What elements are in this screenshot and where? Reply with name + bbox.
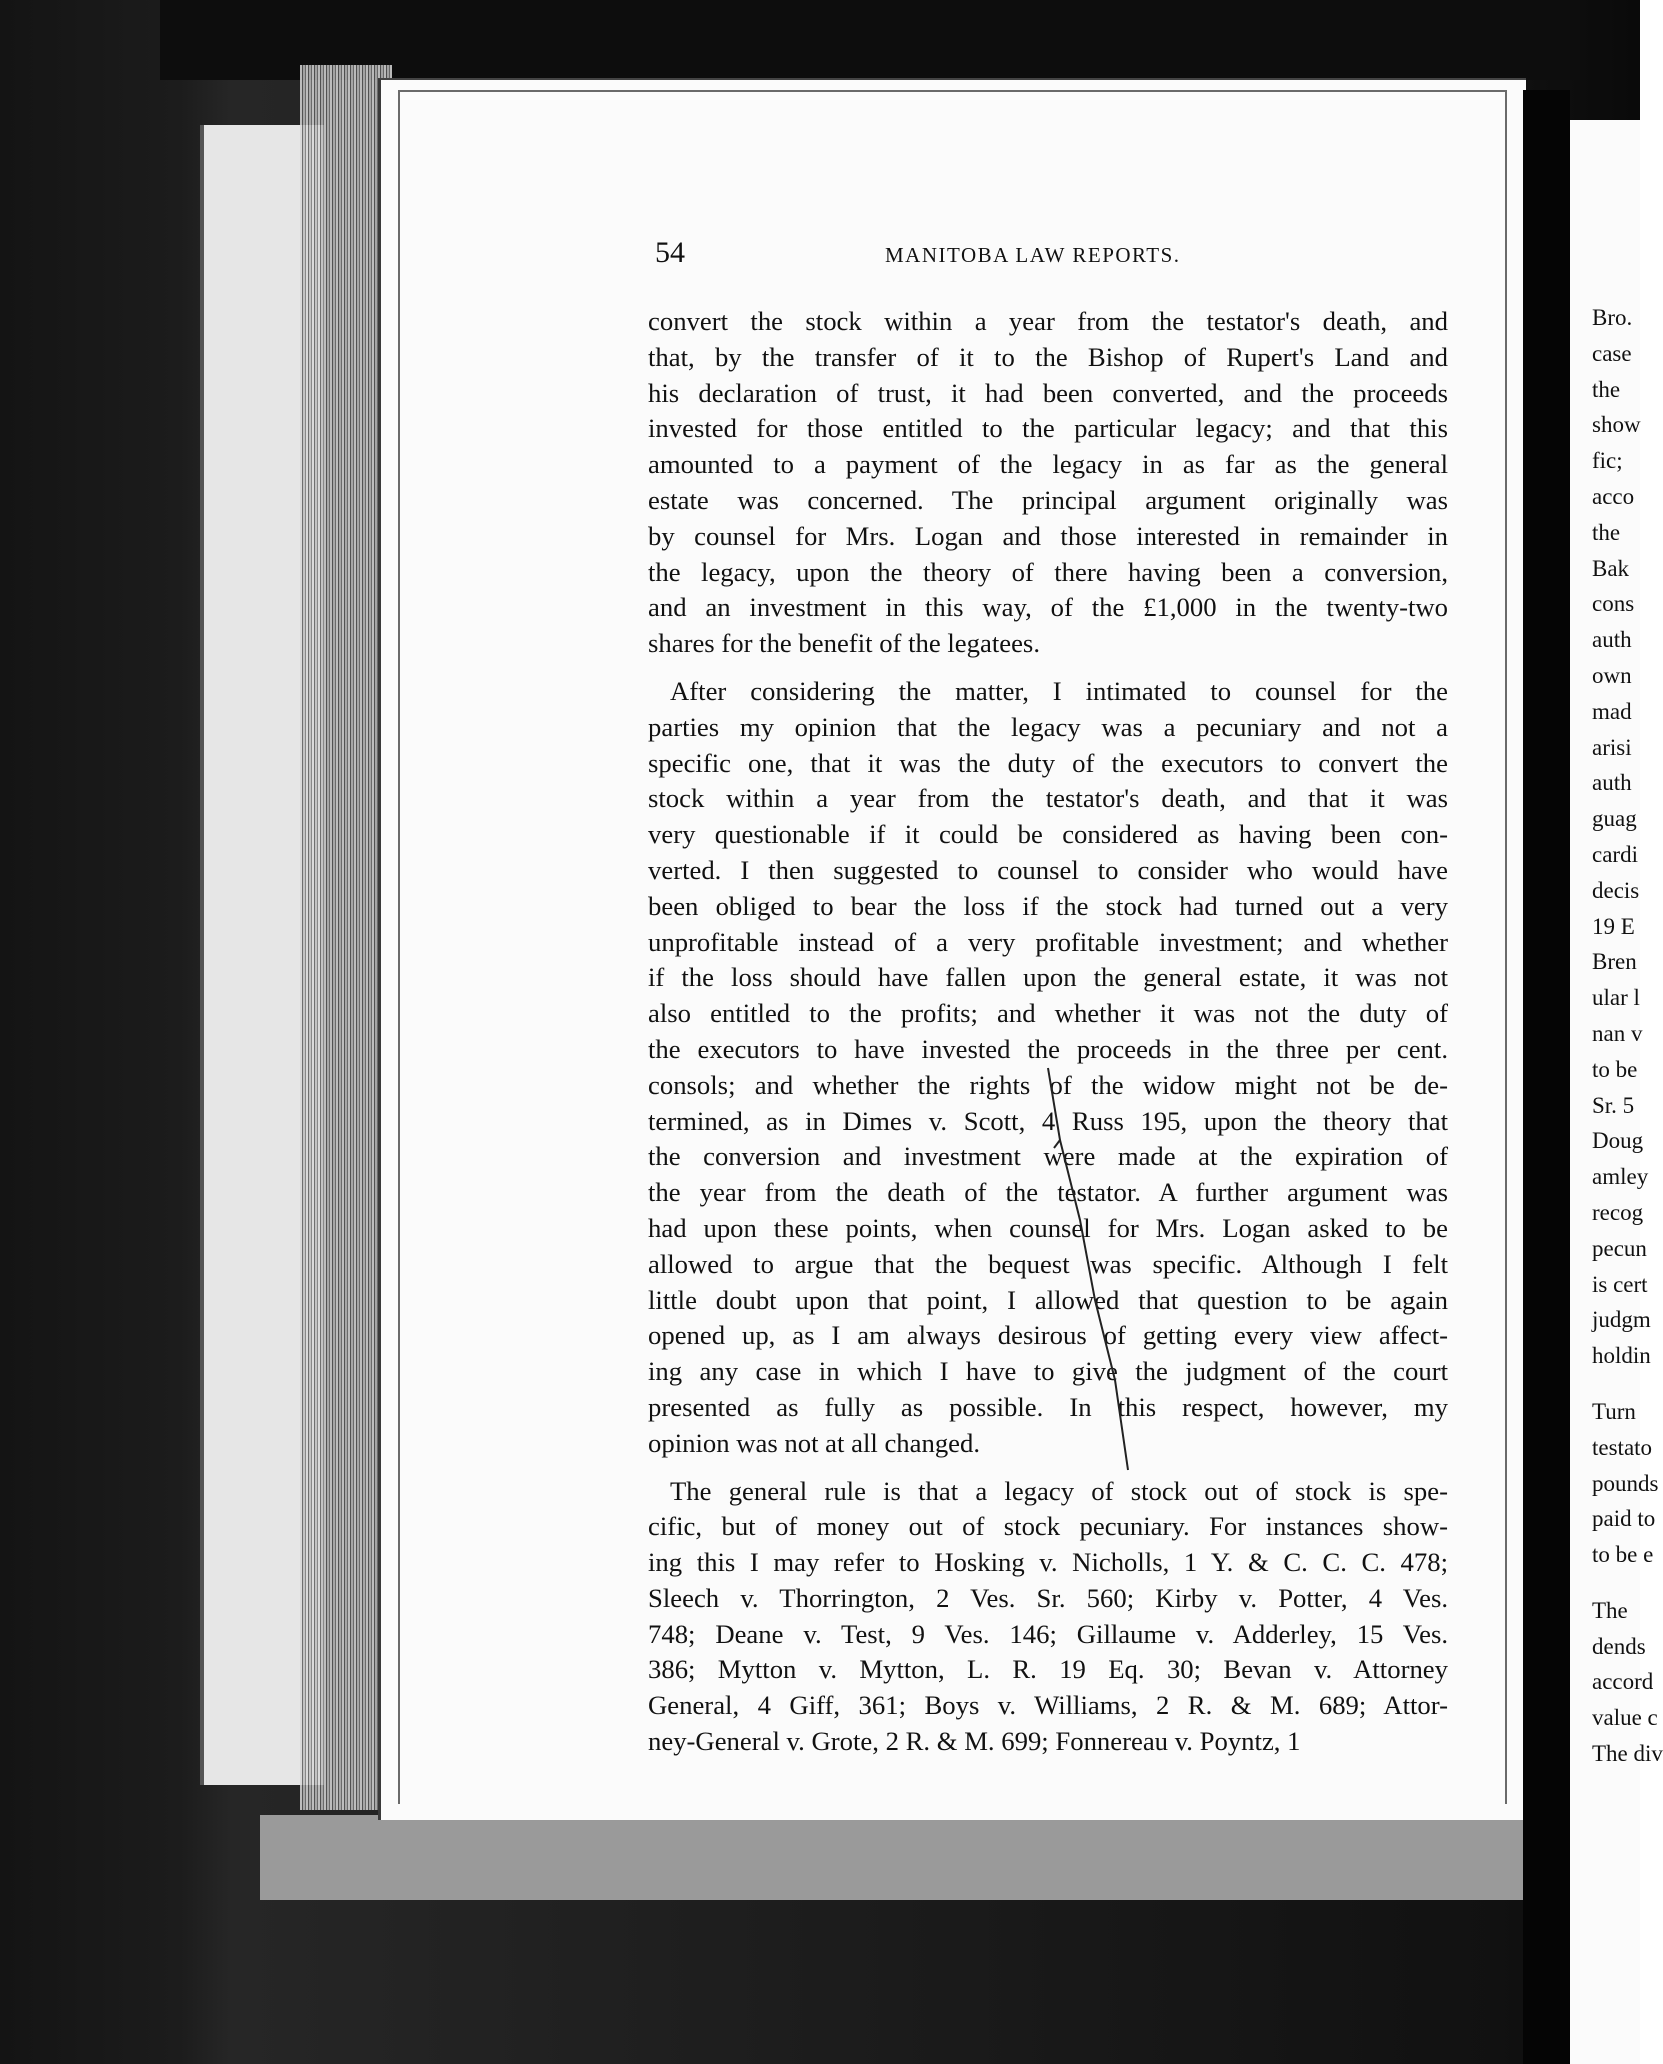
text-line: presented as fully as possible. In this respect, however, my: [648, 1391, 1448, 1422]
text-line: the year from the death of the testator. A further argument was: [648, 1177, 1448, 1208]
text-line: 748; Deane v. Test, 9 Ves. 146; Gillaume v. Adderley, 15 Ves.: [648, 1618, 1448, 1649]
fragment-line: holdin: [1592, 1343, 1651, 1369]
page-number: 54: [655, 236, 685, 269]
text-line: allowed to argue that the bequest was specific. Although I felt: [648, 1248, 1448, 1279]
text-line: if the loss should have fallen upon the general estate, it was not: [648, 962, 1448, 993]
text-line: estate was concerned. The principal argument originally was: [648, 484, 1448, 515]
text-line: ing this I may refer to Hosking v. Nicholls, 1 Y. & C. C. C. 478;: [648, 1547, 1448, 1578]
text-line: parties my opinion that the legacy was a pecuniary and not a: [648, 711, 1448, 742]
running-title: MANITOBA LAW REPORTS.: [885, 243, 1181, 267]
fragment-line: cardi: [1592, 841, 1638, 867]
fragment-block-3: [1592, 1593, 1663, 1772]
paragraph-3: [648, 1474, 1448, 1760]
fragment-line: pounds: [1592, 1470, 1659, 1496]
fragment-line: the: [1592, 519, 1621, 545]
text-line: opened up, as I am always desirous of getting every view affect-: [648, 1320, 1448, 1351]
fragment-line: nan v: [1592, 1020, 1643, 1046]
fragment-line: guag: [1592, 806, 1637, 832]
text-line: 386; Mytton v. Mytton, L. R. 19 Eq. 30; Bevan v. Attorney: [648, 1654, 1448, 1685]
fragment-line: cons: [1592, 591, 1635, 617]
text-line: opinion was not at all changed.: [648, 1427, 981, 1458]
fragment-line: Doug: [1592, 1128, 1644, 1154]
fragment-line: Turn: [1592, 1398, 1636, 1424]
paragraph-1: [648, 304, 1448, 662]
fragment-line: testato: [1592, 1434, 1653, 1460]
fragment-line: value c: [1592, 1705, 1658, 1731]
text-line: the executors to have invested the proceeds in the three per cent.: [648, 1033, 1448, 1064]
fragment-line: pecun: [1592, 1235, 1647, 1261]
text-line: the conversion and investment were made at the expiration of: [648, 1141, 1448, 1172]
text-line: The general rule is that a legacy of stock out of stock is spe-: [670, 1475, 1448, 1506]
fragment-block-2: [1592, 1394, 1659, 1573]
text-line: little doubt upon that point, I allowed that question to be again: [648, 1284, 1448, 1315]
fragment-line: amley: [1592, 1164, 1649, 1190]
text-line: cific, but of money out of stock pecuniary. For instances show-: [648, 1511, 1448, 1542]
fragment-line: mad: [1592, 698, 1632, 724]
fragment-line: case: [1592, 340, 1632, 366]
fragment-line: dends: [1592, 1633, 1646, 1659]
text-line: unprofitable instead of a very profitable investment; and whether: [648, 926, 1448, 957]
fragment-block-1: [1592, 300, 1651, 1374]
fragment-line: accord: [1592, 1669, 1654, 1695]
fragment-line: fic;: [1592, 448, 1623, 474]
fragment-line: Bren: [1592, 949, 1637, 975]
text-line: shares for the benefit of the legatees.: [648, 628, 1040, 659]
text-line: had upon these points, when counsel for Mrs. Logan asked to be: [648, 1212, 1448, 1243]
fragment-line: ular l: [1592, 985, 1640, 1011]
fragment-line: 19 E: [1592, 913, 1635, 939]
fragment-line: The: [1592, 1597, 1628, 1623]
fragment-line: the: [1592, 376, 1621, 402]
fragment-line: to be e: [1592, 1542, 1654, 1568]
text-line: verted. I then suggested to counsel to consider who would have: [648, 854, 1448, 885]
text-line: termined, as in Dimes v. Scott, 4 Russ 195, upon the theory that: [648, 1105, 1448, 1136]
fragment-line: arisi: [1592, 734, 1632, 760]
facing-page-fragments: [1592, 300, 1663, 1772]
pencil-margin-mark: [1020, 1060, 1220, 1480]
text-line: consols; and whether the rights of the widow might not be de-: [648, 1069, 1448, 1100]
text-line: convert the stock within a year from the testator's death, and: [648, 306, 1448, 336]
fragment-line: The div: [1592, 1741, 1663, 1767]
fragment-line: is cert: [1592, 1271, 1648, 1297]
fragment-line: auth: [1592, 770, 1632, 796]
fragment-line: own: [1592, 662, 1632, 688]
text-line: General, 4 Giff, 361; Boys v. Williams, 2 R. & M. 689; Attor-: [648, 1690, 1448, 1721]
text-line: stock within a year from the testator's death, and that it was: [648, 783, 1448, 814]
text-line: that, by the transfer of it to the Bishop of Rupert's Land and: [648, 341, 1448, 372]
fragment-line: paid to: [1592, 1506, 1656, 1532]
fragment-line: Bro.: [1592, 305, 1633, 330]
text-line: very questionable if it could be considered as having been con-: [648, 819, 1448, 850]
fragment-line: to be: [1592, 1056, 1638, 1082]
text-line: Sleech v. Thorrington, 2 Ves. Sr. 560; Kirby v. Potter, 4 Ves.: [648, 1582, 1448, 1613]
text-line: been obliged to bear the loss if the stock had turned out a very: [648, 890, 1448, 921]
text-line: amounted to a payment of the legacy in as far as the general: [648, 449, 1448, 480]
fragment-line: Sr. 5: [1592, 1092, 1635, 1118]
fragment-line: acco: [1592, 483, 1635, 509]
book-gutter: [1523, 90, 1570, 2064]
text-line: and an investment in this way, of the £1,000 in the twenty-two: [648, 592, 1448, 623]
fragment-line: auth: [1592, 627, 1632, 653]
text-line: ing any case in which I have to give the judgment of the court: [648, 1356, 1448, 1387]
fragment-line: recog: [1592, 1199, 1644, 1225]
text-line: specific one, that it was the duty of the executors to convert the: [648, 747, 1448, 778]
text-line: by counsel for Mrs. Logan and those interested in remainder in: [648, 520, 1448, 551]
fragment-line: decis: [1592, 877, 1640, 903]
text-line: invested for those entitled to the particular legacy; and that this: [648, 413, 1448, 444]
fragment-line: Bak: [1592, 555, 1630, 581]
book-bottom-edge: [260, 1815, 1540, 1900]
text-line: ney-General v. Grote, 2 R. & M. 699; Fonnereau v. Poyntz, 1: [648, 1726, 1301, 1757]
text-line: his declaration of trust, it had been converted, and the proceeds: [648, 377, 1448, 408]
fragment-line: judgm: [1592, 1307, 1651, 1333]
text-line: After considering the matter, I intimated to counsel for the: [670, 675, 1448, 706]
body-text: [648, 304, 1448, 1760]
text-line: the legacy, upon the theory of there having been a conversion,: [648, 556, 1448, 587]
fragment-line: show: [1592, 412, 1641, 438]
text-line: also entitled to the profits; and whether it was not the duty of: [648, 998, 1448, 1029]
